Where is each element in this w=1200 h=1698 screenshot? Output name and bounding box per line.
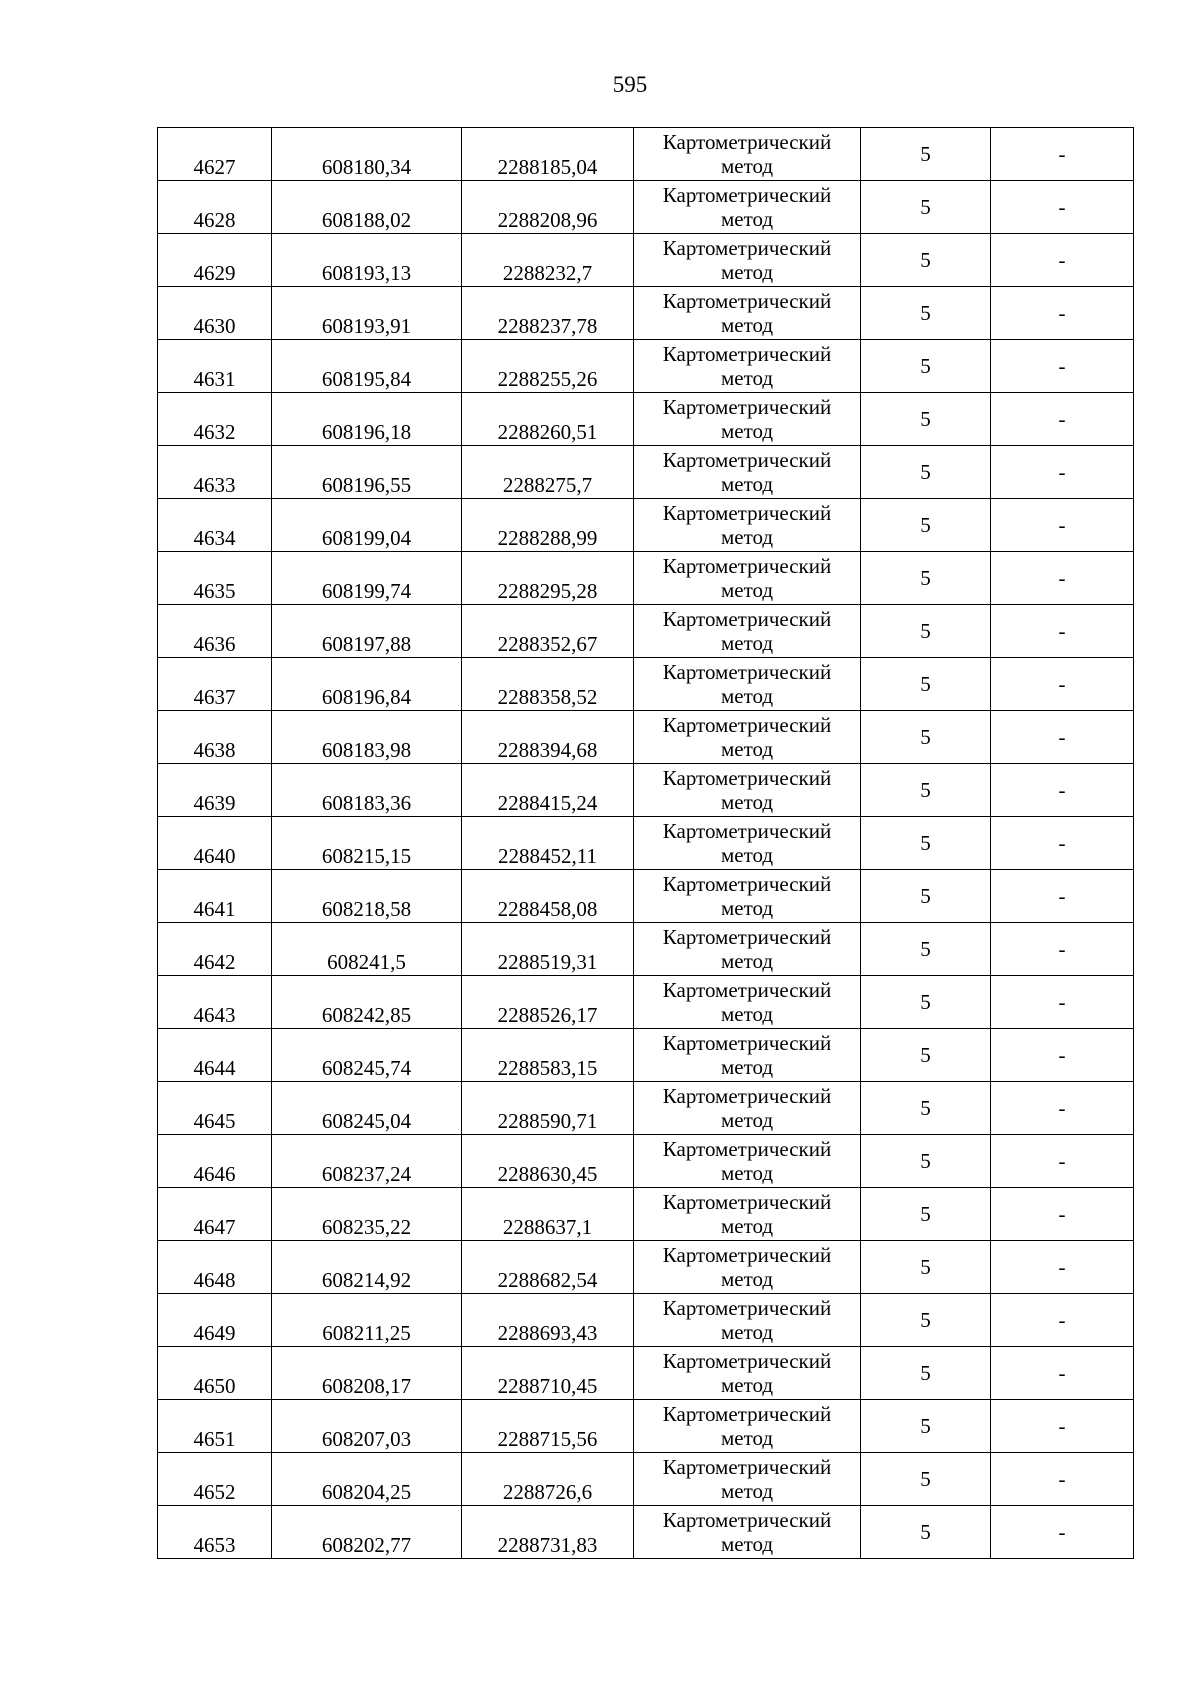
coordinate-x: 608193,91: [272, 287, 462, 340]
table-row: [158, 817, 1134, 870]
note-value: -: [991, 552, 1134, 605]
table-row: [158, 1506, 1134, 1559]
table-row: [158, 923, 1134, 976]
point-number: 4641: [158, 870, 272, 923]
method-line-1: Картометрический: [662, 1349, 832, 1373]
accuracy-value: 5: [861, 393, 991, 446]
method-line-2: метод: [720, 1002, 774, 1026]
note-value: -: [991, 1082, 1134, 1135]
point-number: 4651: [158, 1400, 272, 1453]
coordinate-y: 2288637,1: [462, 1188, 634, 1241]
table-row: [158, 1347, 1134, 1400]
method-cell: [634, 1082, 861, 1135]
table-row: [158, 1029, 1134, 1082]
table-row: [158, 287, 1134, 340]
coordinates-table: [157, 127, 1134, 1559]
coordinate-y: 2288452,11: [462, 817, 634, 870]
table-row: [158, 711, 1134, 764]
method-line-1: Картометрический: [662, 978, 832, 1002]
table-row: [158, 128, 1134, 181]
coordinate-x: 608242,85: [272, 976, 462, 1029]
accuracy-value: 5: [861, 1241, 991, 1294]
table-row: [158, 1453, 1134, 1506]
method-line-1: Картометрический: [662, 289, 832, 313]
coordinate-y: 2288630,45: [462, 1135, 634, 1188]
table-row: [158, 1294, 1134, 1347]
coordinate-y: 2288237,78: [462, 287, 634, 340]
point-number: 4646: [158, 1135, 272, 1188]
coordinate-x: 608241,5: [272, 923, 462, 976]
point-number: 4631: [158, 340, 272, 393]
table-row: [158, 499, 1134, 552]
table-row: [158, 764, 1134, 817]
accuracy-value: 5: [861, 817, 991, 870]
point-number: 4636: [158, 605, 272, 658]
method-cell: [634, 234, 861, 287]
coordinate-x: 608237,24: [272, 1135, 462, 1188]
method-line-1: Картометрический: [662, 236, 832, 260]
point-number: 4638: [158, 711, 272, 764]
method-line-1: Картометрический: [662, 872, 832, 896]
coordinate-y: 2288458,08: [462, 870, 634, 923]
coordinate-x: 608183,98: [272, 711, 462, 764]
method-line-1: Картометрический: [662, 1031, 832, 1055]
point-number: 4650: [158, 1347, 272, 1400]
method-line-2: метод: [720, 843, 774, 867]
note-value: -: [991, 1400, 1134, 1453]
note-value: -: [991, 393, 1134, 446]
method-line-2: метод: [720, 631, 774, 655]
table-row: [158, 658, 1134, 711]
method-cell: [634, 1506, 861, 1559]
coordinate-x: 608183,36: [272, 764, 462, 817]
method-cell: [634, 817, 861, 870]
accuracy-value: 5: [861, 181, 991, 234]
method-line-2: метод: [720, 207, 774, 231]
method-cell: [634, 605, 861, 658]
method-line-1: Картометрический: [662, 713, 832, 737]
note-value: -: [991, 1506, 1134, 1559]
coordinate-y: 2288295,28: [462, 552, 634, 605]
point-number: 4653: [158, 1506, 272, 1559]
method-line-1: Картометрический: [662, 448, 832, 472]
accuracy-value: 5: [861, 923, 991, 976]
method-line-1: Картометрический: [662, 342, 832, 366]
coordinate-y: 2288726,6: [462, 1453, 634, 1506]
table-row: [158, 446, 1134, 499]
point-number: 4647: [158, 1188, 272, 1241]
coordinate-x: 608199,74: [272, 552, 462, 605]
note-value: -: [991, 1347, 1134, 1400]
coordinate-y: 2288208,96: [462, 181, 634, 234]
accuracy-value: 5: [861, 1188, 991, 1241]
accuracy-value: 5: [861, 1347, 991, 1400]
coordinate-x: 608245,04: [272, 1082, 462, 1135]
note-value: -: [991, 1241, 1134, 1294]
accuracy-value: 5: [861, 711, 991, 764]
method-cell: [634, 923, 861, 976]
note-value: -: [991, 658, 1134, 711]
method-cell: [634, 287, 861, 340]
note-value: -: [991, 1294, 1134, 1347]
method-line-1: Картометрический: [662, 554, 832, 578]
note-value: -: [991, 1135, 1134, 1188]
coordinate-y: 2288288,99: [462, 499, 634, 552]
method-line-1: Картометрический: [662, 819, 832, 843]
note-value: -: [991, 870, 1134, 923]
method-cell: [634, 1294, 861, 1347]
method-line-1: Картометрический: [662, 1508, 832, 1532]
point-number: 4633: [158, 446, 272, 499]
accuracy-value: 5: [861, 1400, 991, 1453]
method-cell: [634, 711, 861, 764]
coordinate-y: 2288693,43: [462, 1294, 634, 1347]
method-line-2: метод: [720, 737, 774, 761]
method-line-1: Картометрический: [662, 501, 832, 525]
coordinate-y: 2288682,54: [462, 1241, 634, 1294]
accuracy-value: 5: [861, 1506, 991, 1559]
method-cell: [634, 1135, 861, 1188]
method-line-2: метод: [720, 1532, 774, 1556]
accuracy-value: 5: [861, 1135, 991, 1188]
method-line-2: метод: [720, 896, 774, 920]
method-cell: [634, 658, 861, 711]
accuracy-value: 5: [861, 446, 991, 499]
method-line-2: метод: [720, 1267, 774, 1291]
coordinate-x: 608196,55: [272, 446, 462, 499]
table-row: [158, 1082, 1134, 1135]
method-cell: [634, 976, 861, 1029]
coordinate-y: 2288394,68: [462, 711, 634, 764]
note-value: -: [991, 234, 1134, 287]
coordinate-x: 608193,13: [272, 234, 462, 287]
point-number: 4639: [158, 764, 272, 817]
method-cell: [634, 764, 861, 817]
table-row: [158, 1241, 1134, 1294]
coordinate-y: 2288352,67: [462, 605, 634, 658]
coordinate-x: 608218,58: [272, 870, 462, 923]
accuracy-value: 5: [861, 1029, 991, 1082]
method-line-1: Картометрический: [662, 130, 832, 154]
method-cell: [634, 446, 861, 499]
table-row: [158, 1400, 1134, 1453]
method-line-2: метод: [720, 313, 774, 337]
method-line-1: Картометрический: [662, 183, 832, 207]
method-line-2: метод: [720, 1320, 774, 1344]
point-number: 4632: [158, 393, 272, 446]
coordinate-x: 608197,88: [272, 605, 462, 658]
method-line-1: Картометрический: [662, 1243, 832, 1267]
method-line-2: метод: [720, 472, 774, 496]
accuracy-value: 5: [861, 605, 991, 658]
method-line-2: метод: [720, 525, 774, 549]
point-number: 4637: [158, 658, 272, 711]
coordinate-x: 608208,17: [272, 1347, 462, 1400]
coordinate-y: 2288185,04: [462, 128, 634, 181]
note-value: -: [991, 976, 1134, 1029]
coordinate-x: 608215,15: [272, 817, 462, 870]
coordinate-x: 608211,25: [272, 1294, 462, 1347]
coordinate-y: 2288715,56: [462, 1400, 634, 1453]
method-line-2: метод: [720, 366, 774, 390]
coordinate-y: 2288731,83: [462, 1506, 634, 1559]
table-row: [158, 393, 1134, 446]
method-line-1: Картометрический: [662, 1084, 832, 1108]
method-cell: [634, 1188, 861, 1241]
point-number: 4628: [158, 181, 272, 234]
table-row: [158, 234, 1134, 287]
note-value: -: [991, 711, 1134, 764]
note-value: -: [991, 1029, 1134, 1082]
point-number: 4630: [158, 287, 272, 340]
coordinate-x: 608180,34: [272, 128, 462, 181]
point-number: 4643: [158, 976, 272, 1029]
point-number: 4634: [158, 499, 272, 552]
coordinate-x: 608196,84: [272, 658, 462, 711]
accuracy-value: 5: [861, 499, 991, 552]
point-number: 4645: [158, 1082, 272, 1135]
coordinate-y: 2288358,52: [462, 658, 634, 711]
method-cell: [634, 870, 861, 923]
accuracy-value: 5: [861, 128, 991, 181]
coordinate-y: 2288255,26: [462, 340, 634, 393]
method-line-1: Картометрический: [662, 925, 832, 949]
method-line-1: Картометрический: [662, 607, 832, 631]
method-line-2: метод: [720, 260, 774, 284]
accuracy-value: 5: [861, 764, 991, 817]
accuracy-value: 5: [861, 234, 991, 287]
accuracy-value: 5: [861, 552, 991, 605]
method-line-2: метод: [720, 1108, 774, 1132]
coordinate-x: 608199,04: [272, 499, 462, 552]
table-row: [158, 552, 1134, 605]
method-line-2: метод: [720, 1479, 774, 1503]
accuracy-value: 5: [861, 287, 991, 340]
method-cell: [634, 1453, 861, 1506]
method-cell: [634, 1400, 861, 1453]
coordinate-x: 608235,22: [272, 1188, 462, 1241]
coordinate-y: 2288590,71: [462, 1082, 634, 1135]
point-number: 4648: [158, 1241, 272, 1294]
coordinate-y: 2288526,17: [462, 976, 634, 1029]
table-row: [158, 870, 1134, 923]
method-cell: [634, 1241, 861, 1294]
table-row: [158, 605, 1134, 658]
point-number: 4629: [158, 234, 272, 287]
method-line-2: метод: [720, 1161, 774, 1185]
method-line-2: метод: [720, 419, 774, 443]
coordinate-y: 2288260,51: [462, 393, 634, 446]
point-number: 4649: [158, 1294, 272, 1347]
method-line-1: Картометрический: [662, 1137, 832, 1161]
method-cell: [634, 552, 861, 605]
method-cell: [634, 499, 861, 552]
method-line-1: Картометрический: [662, 1190, 832, 1214]
method-line-1: Картометрический: [662, 1402, 832, 1426]
table-row: [158, 976, 1134, 1029]
method-cell: [634, 393, 861, 446]
note-value: -: [991, 817, 1134, 870]
point-number: 4640: [158, 817, 272, 870]
note-value: -: [991, 287, 1134, 340]
method-line-2: метод: [720, 1373, 774, 1397]
coordinate-y: 2288519,31: [462, 923, 634, 976]
note-value: -: [991, 1188, 1134, 1241]
point-number: 4635: [158, 552, 272, 605]
method-line-1: Картометрический: [662, 1455, 832, 1479]
method-cell: [634, 128, 861, 181]
method-line-1: Картометрический: [662, 395, 832, 419]
method-line-1: Картометрический: [662, 660, 832, 684]
coordinate-x: 608245,74: [272, 1029, 462, 1082]
note-value: -: [991, 340, 1134, 393]
note-value: -: [991, 605, 1134, 658]
point-number: 4652: [158, 1453, 272, 1506]
table-row: [158, 340, 1134, 393]
coordinate-y: 2288583,15: [462, 1029, 634, 1082]
method-line-2: метод: [720, 578, 774, 602]
table-row: [158, 1188, 1134, 1241]
note-value: -: [991, 128, 1134, 181]
coordinate-x: 608202,77: [272, 1506, 462, 1559]
point-number: 4642: [158, 923, 272, 976]
note-value: -: [991, 1453, 1134, 1506]
note-value: -: [991, 923, 1134, 976]
coordinate-x: 608196,18: [272, 393, 462, 446]
method-line-2: метод: [720, 1055, 774, 1079]
accuracy-value: 5: [861, 1294, 991, 1347]
method-line-1: Картометрический: [662, 766, 832, 790]
table-body: [158, 128, 1134, 1559]
method-cell: [634, 1029, 861, 1082]
note-value: -: [991, 446, 1134, 499]
accuracy-value: 5: [861, 870, 991, 923]
coordinate-x: 608204,25: [272, 1453, 462, 1506]
method-line-2: метод: [720, 790, 774, 814]
page-number: 595: [612, 72, 648, 97]
coordinate-x: 608214,92: [272, 1241, 462, 1294]
accuracy-value: 5: [861, 1453, 991, 1506]
accuracy-value: 5: [861, 340, 991, 393]
method-line-1: Картометрический: [662, 1296, 832, 1320]
table-row: [158, 181, 1134, 234]
coordinate-y: 2288415,24: [462, 764, 634, 817]
accuracy-value: 5: [861, 976, 991, 1029]
accuracy-value: 5: [861, 1082, 991, 1135]
note-value: -: [991, 764, 1134, 817]
method-line-2: метод: [720, 1426, 774, 1450]
method-line-2: метод: [720, 684, 774, 708]
note-value: -: [991, 181, 1134, 234]
method-cell: [634, 1347, 861, 1400]
note-value: -: [991, 499, 1134, 552]
method-line-2: метод: [720, 154, 774, 178]
coordinate-y: 2288710,45: [462, 1347, 634, 1400]
method-cell: [634, 181, 861, 234]
table-row: [158, 1135, 1134, 1188]
method-line-2: метод: [720, 949, 774, 973]
coordinate-x: 608195,84: [272, 340, 462, 393]
coordinate-x: 608207,03: [272, 1400, 462, 1453]
point-number: 4627: [158, 128, 272, 181]
point-number: 4644: [158, 1029, 272, 1082]
coordinate-y: 2288232,7: [462, 234, 634, 287]
method-cell: [634, 340, 861, 393]
accuracy-value: 5: [861, 658, 991, 711]
method-line-2: метод: [720, 1214, 774, 1238]
coordinate-y: 2288275,7: [462, 446, 634, 499]
coordinate-x: 608188,02: [272, 181, 462, 234]
